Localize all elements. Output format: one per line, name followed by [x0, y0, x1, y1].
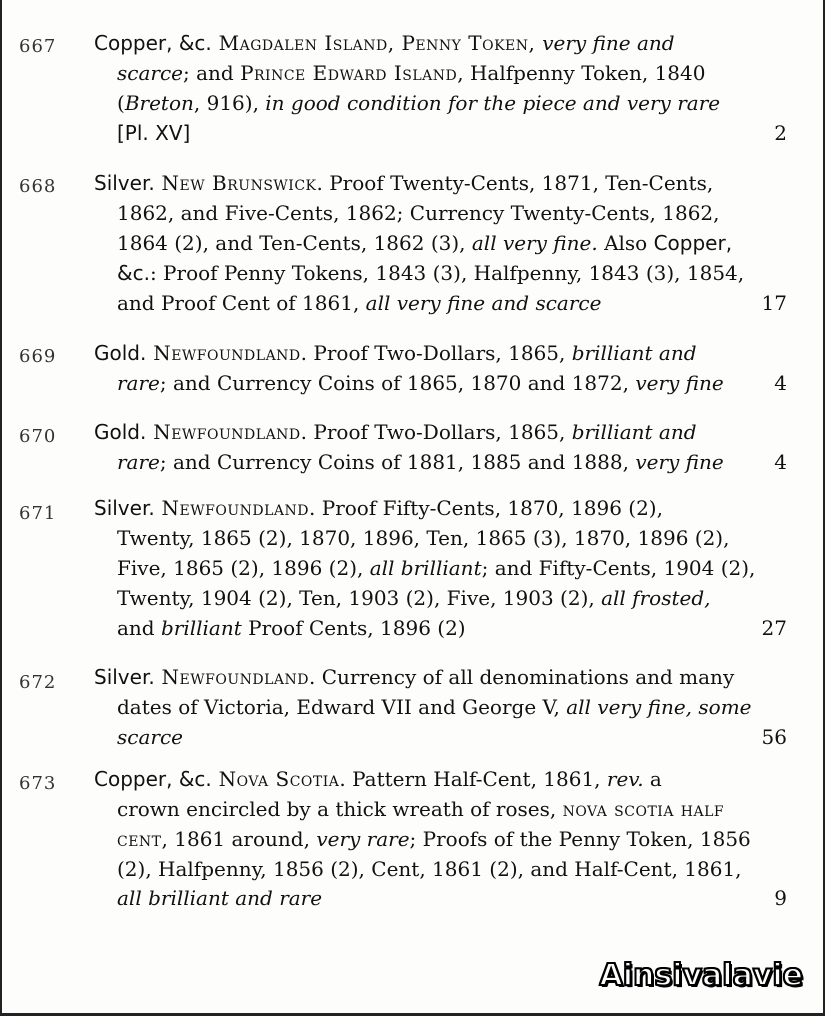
- lot-number: 673: [19, 773, 57, 794]
- lot-line: all brilliant and rare: [117, 886, 323, 910]
- lot-number: 667: [19, 36, 57, 57]
- lot-quantity: 56: [761, 725, 787, 749]
- lot-line: dates of Victoria, Edward VII and George V, all very fine, some: [117, 695, 752, 719]
- lot-quantity: 4: [774, 450, 787, 474]
- lot-line: Silver. Newfoundland. Currency of all denominations and many: [94, 665, 735, 689]
- lot-number: 668: [19, 176, 57, 197]
- lot-number: 671: [19, 503, 57, 524]
- lot-line: Five, 1865 (2), 1896 (2), all brilliant; and Fifty-Cents, 1904 (2),: [117, 556, 756, 580]
- lot-line: Gold. Newfoundland. Proof Two-Dollars, 1865, brilliant and: [94, 420, 697, 444]
- lot-quantity: 2: [774, 121, 787, 145]
- lot-line: Silver. New Brunswick. Proof Twenty-Cents, 1871, Ten-Cents,: [94, 171, 714, 195]
- lot-line: and brilliant Proof Cents, 1896 (2): [117, 616, 466, 640]
- lot-line: cent, 1861 around, very rare; Proofs of the Penny Token, 1856: [117, 827, 751, 851]
- lot-line: rare; and Currency Coins of 1865, 1870 and 1872, very fine: [117, 371, 724, 395]
- lot-line: crown encircled by a thick wreath of roses, nova scotia half: [117, 797, 725, 821]
- lot-line: [Pl. XV]: [117, 121, 191, 145]
- lot-quantity: 27: [761, 616, 787, 640]
- lot-number: 669: [19, 346, 57, 367]
- lot-quantity: 17: [761, 291, 787, 315]
- lot-line: Gold. Newfoundland. Proof Two-Dollars, 1865, brilliant and: [94, 341, 697, 365]
- lot-line: scarce: [117, 725, 183, 749]
- lot-line: Silver. Newfoundland. Proof Fifty-Cents, 1870, 1896 (2),: [94, 496, 663, 520]
- lot-line: Copper, &c. Magdalen Island, Penny Token, very fine and: [94, 31, 675, 55]
- lot-number: 672: [19, 672, 57, 693]
- lot-quantity: 9: [774, 886, 787, 910]
- lot-line: Twenty, 1865 (2), 1870, 1896, Ten, 1865 (3), 1870, 1896 (2),: [117, 526, 730, 550]
- lot-line: &c.: Proof Penny Tokens, 1843 (3), Halfpenny, 1843 (3), 1854,: [117, 261, 745, 285]
- lot-line: (2), Halfpenny, 1856 (2), Cent, 1861 (2), and Half-Cent, 1861,: [117, 857, 742, 881]
- lot-line: and Proof Cent of 1861, all very fine and scarce: [117, 291, 602, 315]
- lot-number: 670: [19, 426, 57, 447]
- watermark: Ainsivalavie: [599, 958, 803, 993]
- lot-quantity: 4: [774, 371, 787, 395]
- lot-line: (Breton, 916), in good condition for the piece and very rare: [117, 91, 721, 115]
- lot-line: Copper, &c. Nova Scotia. Pattern Half-Cent, 1861, rev. a: [94, 767, 662, 791]
- lot-line: 1864 (2), and Ten-Cents, 1862 (3), all very fine. Also Copper,: [117, 231, 733, 255]
- lot-line: Twenty, 1904 (2), Ten, 1903 (2), Five, 1903 (2), all frosted,: [117, 586, 711, 610]
- lot-line: 1862, and Five-Cents, 1862; Currency Twenty-Cents, 1862,: [117, 201, 720, 225]
- lot-line: rare; and Currency Coins of 1881, 1885 and 1888, very fine: [117, 450, 724, 474]
- lot-line: scarce; and Prince Edward Island, Halfpenny Token, 1840: [117, 61, 706, 85]
